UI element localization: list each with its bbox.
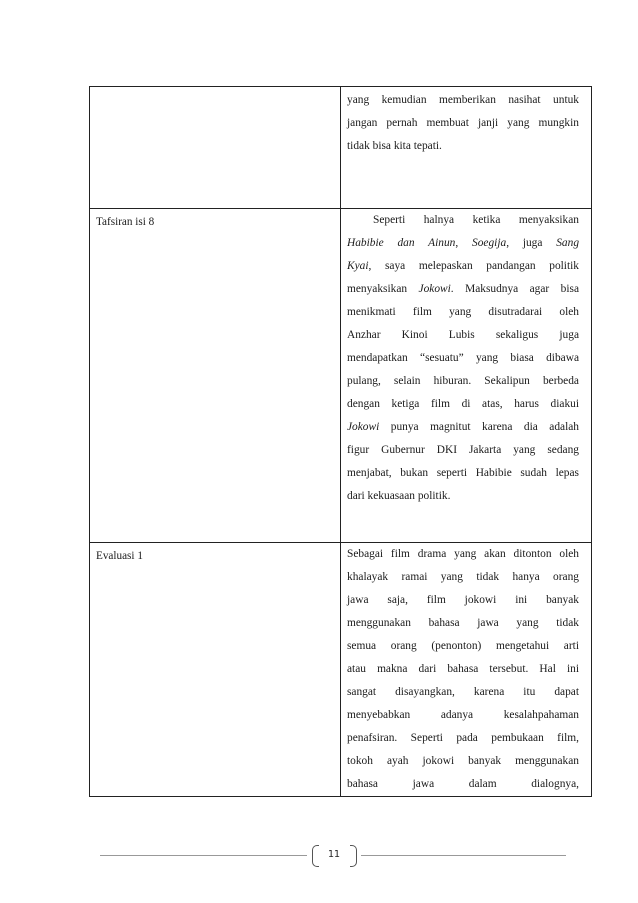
- text-line: mendapatkan “sesuatu” yang biasa dibawa: [347, 352, 579, 364]
- row-label: Tafsiran isi 8: [96, 216, 155, 228]
- content-table: [89, 86, 592, 797]
- film-title: Kyai: [347, 260, 369, 272]
- table-row: [90, 543, 592, 797]
- text-line: tidak bisa kita tepati.: [347, 140, 442, 152]
- text-line: Sebagai film drama yang akan ditonton oleh: [347, 548, 579, 560]
- text-line: Kyai, saya melepaskan pandangan politik: [347, 260, 579, 272]
- text-line: yang kemudian memberikan nasihat untuk: [347, 94, 579, 106]
- text-line: atau makna dari bahasa tersebut. Hal ini: [347, 663, 579, 675]
- label-cell: [90, 87, 341, 209]
- film-title: Sang: [556, 237, 580, 249]
- text-line: pulang, selain hiburan. Sekalipun berbeda: [347, 375, 579, 387]
- text-line: jawa saja, film jokowi ini banyak: [347, 594, 579, 606]
- label-cell: [90, 209, 341, 543]
- content-cell: [341, 209, 592, 543]
- text-line: dengan ketiga film di atas, harus diakui: [347, 398, 579, 410]
- text-line: Seperti halnya ketika menyaksikan: [373, 214, 579, 226]
- row-label: [90, 87, 340, 90]
- content-cell: [341, 543, 592, 797]
- page-number: 11: [327, 849, 341, 860]
- text-line: figur Gubernur DKI Jakarta yang sedang: [347, 444, 579, 456]
- text-line: semua orang (penonton) mengetahui arti: [347, 640, 579, 652]
- table-row: [90, 87, 592, 209]
- row-label: Evaluasi 1: [96, 550, 143, 562]
- text-line: khalayak ramai yang tidak hanya orang: [347, 571, 579, 583]
- text-line: jangan pernah membuat janji yang mungkin: [347, 117, 579, 129]
- film-title: Soegija: [472, 237, 507, 249]
- table-row: [90, 209, 592, 543]
- text-line: bahasa jawa dalam dialognya,: [347, 778, 579, 790]
- text-line: menggunakan bahasa jawa yang tidak: [347, 617, 579, 629]
- text-line: Jokowi punya magnitut karena dia adalah: [347, 421, 579, 433]
- content-cell: [341, 87, 592, 209]
- footer-rule-right: [361, 855, 566, 856]
- film-title: Jokowi: [347, 421, 380, 433]
- text-line: tokoh ayah jokowi banyak menggunakan: [347, 755, 579, 767]
- text-line: penafsiran. Seperti pada pembukaan film,: [347, 732, 579, 744]
- right-brace-icon: [350, 845, 357, 867]
- cell-paragraph: [341, 209, 591, 508]
- text-line: menyaksikan Jokowi. Maksudnya agar bisa: [347, 283, 579, 295]
- text-line: menikmati film yang disutradarai oleh: [347, 306, 579, 318]
- cell-paragraph: [341, 87, 591, 158]
- text-line: dari kekuasaan politik.: [347, 490, 451, 502]
- label-cell: [90, 543, 341, 797]
- film-title: Habibie dan Ainun: [347, 237, 456, 249]
- text-line: sangat disayangkan, karena itu dapat: [347, 686, 579, 698]
- text-line: menyebabkan adanya kesalahpahaman: [347, 709, 579, 721]
- text-line: menjabat, bukan seperti Habibie sudah lepas: [347, 467, 579, 479]
- text-line: Anzhar Kinoi Lubis sekaligus juga: [347, 329, 579, 341]
- film-title: Jokowi: [418, 283, 451, 295]
- footer-rule-left: [100, 855, 307, 856]
- text-line: Habibie dan Ainun, Soegija, juga Sang: [347, 237, 580, 249]
- cell-paragraph: [341, 543, 591, 796]
